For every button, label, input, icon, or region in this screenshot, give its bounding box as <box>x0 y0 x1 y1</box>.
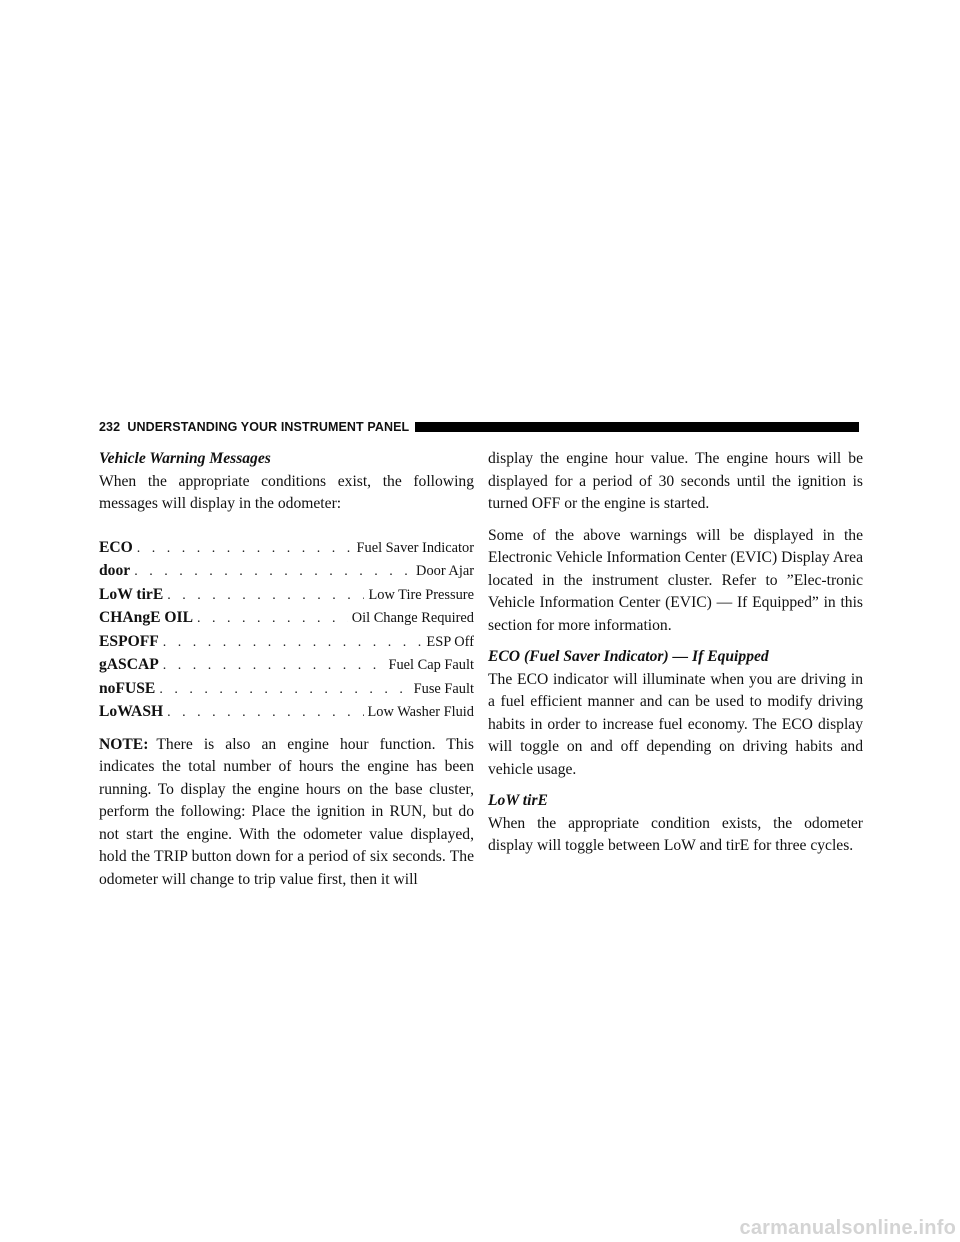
message-meaning: ESP Off <box>426 633 474 650</box>
message-code: LoW tirE <box>99 585 164 603</box>
note-label: NOTE: <box>99 735 149 753</box>
message-meaning: Door Ajar <box>416 563 474 579</box>
message-row-no-fuse <box>99 678 474 702</box>
message-row-low-tire <box>99 584 474 608</box>
eco-paragraph: The ECO indicator will illuminate when you are driving in a fuel efficient manner and can be used to modify driving habits in order to increase fuel economy. The ECO display will toggle on and off depending on driving habits and vehicle usage. <box>488 670 863 778</box>
message-row-esp-off <box>99 631 474 655</box>
engine-hours-paragraph: display the engine hour value. The engine hours will be displayed for a period of 30 seconds until the ignition is turned OFF or the engine is started. <box>488 450 863 512</box>
message-code: ESPOFF <box>99 632 159 650</box>
low-tire-paragraph: When the appropriate condition exists, the odometer display will toggle between LoW and tirE for three cycles. <box>488 814 863 854</box>
message-row-gas-cap <box>99 654 474 678</box>
dot-leader <box>197 608 348 631</box>
message-meaning: Fuel Cap Fault <box>388 657 474 673</box>
intro-paragraph: When the appropriate conditions exist, the following messages will display in the odometer: <box>99 472 474 512</box>
message-row-eco <box>99 537 474 561</box>
message-row-change-oil <box>99 607 474 631</box>
page-number: 232 <box>99 420 121 434</box>
message-code: LoWASH <box>99 703 164 720</box>
message-row-door <box>99 560 474 584</box>
message-code: door <box>99 562 131 579</box>
right-column <box>488 448 863 858</box>
message-meaning: Low Washer Fluid <box>367 704 474 720</box>
message-code: gASCAP <box>99 656 159 673</box>
warning-message-list <box>99 537 474 725</box>
message-row-low-wash <box>99 701 474 725</box>
message-meaning: Low Tire Pressure <box>368 586 474 603</box>
dot-leader <box>134 561 412 584</box>
header-text <box>99 418 415 436</box>
page-header <box>99 418 859 438</box>
left-column <box>99 448 474 891</box>
message-code: CHAngE OIL <box>99 609 194 626</box>
note-text: There is also an engine hour function. This indicates the total number of hours the engine has been running. To display the engine hours on the base cluster, perform the following: Place the ignition in RUN, but do not start the engine. With the odometer value displayed, hold the TRIP button down for a period of six seconds. The odometer will change to trip value first, then it will <box>99 735 474 888</box>
message-meaning: Fuel Saver Indicator <box>356 539 474 556</box>
message-meaning: Oil Change Required <box>351 610 474 626</box>
dot-leader <box>137 538 353 561</box>
vehicle-warning-heading: Vehicle Warning Messages <box>99 450 271 467</box>
site-watermark: carmanualsonline.info <box>739 1217 956 1239</box>
dot-leader <box>163 632 423 655</box>
dot-leader <box>159 679 409 702</box>
eco-heading: ECO (Fuel Saver Indicator) — If Equipped <box>488 648 769 665</box>
message-code: noFUSE <box>99 679 156 697</box>
note-paragraph <box>99 734 474 892</box>
dot-leader <box>167 702 363 725</box>
low-tire-heading: LoW tirE <box>488 792 548 809</box>
evic-paragraph: Some of the above warnings will be displayed in the Electronic Vehicle Information Center (EVIC) Display Area located in the instrument cluster. Refer to ”Elec-tronic Vehicle Information Center (EVIC) — If Equipped” in this section for more information. <box>488 526 863 634</box>
message-code: ECO <box>99 538 133 556</box>
dot-leader <box>167 585 364 608</box>
message-meaning: Fuse Fault <box>413 680 474 697</box>
dot-leader <box>163 655 385 678</box>
section-title: UNDERSTANDING YOUR INSTRUMENT PANEL <box>127 420 410 434</box>
